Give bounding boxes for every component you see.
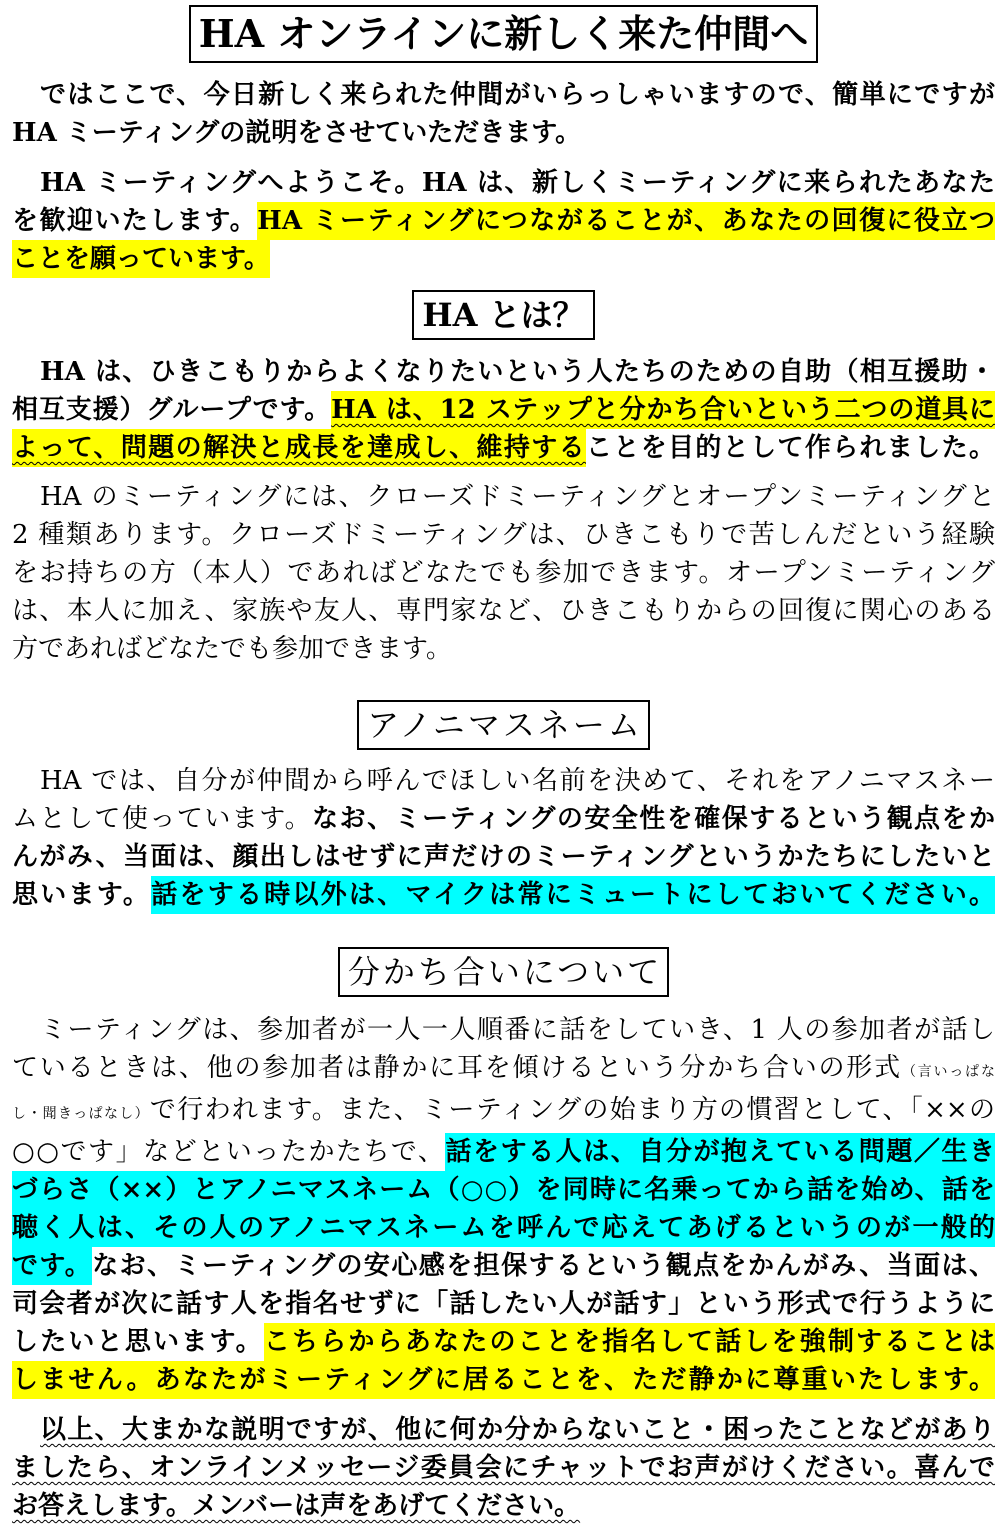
paragraph-line xyxy=(12,353,995,391)
paragraph-line xyxy=(12,1247,995,1285)
paragraph-line xyxy=(12,1209,995,1247)
text-segment: は、本人に加え、家族や友人、専門家など、ひきこもりからの回復に関心のある xyxy=(12,596,995,626)
paragraph-line xyxy=(12,1133,995,1171)
paragraph-line xyxy=(12,1091,995,1133)
text-segment: HA では、自分が仲間から呼んでほしい名前を決めて、それをアノニマスネー xyxy=(40,766,995,796)
paragraph-line xyxy=(12,838,995,876)
underlined-text-segment: お答えします。メンバーは声をあげてください。 xyxy=(12,1491,581,1521)
highlight-yellow: HA ミーティングにつながることが、あなたの回復に役立つ xyxy=(257,202,995,240)
highlight-yellow: ことを願っています。 xyxy=(12,240,270,278)
highlight-cyan: 聴く人は、その人のアノニマスネームを呼んで応えてあげるというのが一般的 xyxy=(12,1209,995,1247)
paragraph-welcome xyxy=(12,164,995,278)
paragraph-line xyxy=(12,164,995,202)
paragraph-line xyxy=(12,1449,995,1487)
text-segment: で行われます。また、ミーティングの始まり方の慣習として、「××の xyxy=(149,1095,996,1125)
text-segment: ことを目的として作られました。 xyxy=(585,433,995,463)
paragraph-line xyxy=(12,800,995,838)
paragraph-line xyxy=(12,1011,995,1049)
text-segment: 方であればどなたでも参加できます。 xyxy=(12,634,452,664)
paragraph-intro xyxy=(12,76,995,152)
paragraph-line xyxy=(12,478,995,516)
paragraph-closing xyxy=(12,1411,995,1525)
text-segment: なお、ミーティングの安全性を確保するという観点をか xyxy=(312,804,996,834)
text-segment: 2 種類あります。クローズドミーティングは、ひきこもりで苦しんだという経験 xyxy=(12,520,995,550)
highlight-yellow: しません。あなたがミーティングに居ることを、ただ静かに尊重いたします。 xyxy=(12,1361,995,1399)
underlined-text-segment: ましたら、オンラインメッセージ委員会にチャットでお声がけください。喜んで xyxy=(12,1453,995,1483)
text-segment: 司会者が次に話す人を指名せずに「話したい人が話す」という形式で行うように xyxy=(12,1289,995,1319)
paragraph-line xyxy=(12,1171,995,1209)
paragraph-line xyxy=(12,592,995,630)
text-segment: 相互支援）グループです。 xyxy=(12,395,332,425)
section-heading-anonymous-name: アノニマスネーム xyxy=(357,700,650,750)
paragraph-line xyxy=(12,1487,995,1525)
paragraph-line xyxy=(12,762,995,800)
text-segment: ているときは、他の参加者は静かに耳を傾けるという分かち合いの形式 xyxy=(12,1053,902,1083)
text-segment: んがみ、当面は、顔出しはせずに声だけのミーティングというかたちにしたいと xyxy=(12,842,995,872)
page-title: HA オンラインに新しく来た仲間へ xyxy=(189,5,818,63)
underlined-text-segment: 以上、大まかな説明ですが、他に何か分からないこと・困ったことなどがあり xyxy=(40,1415,995,1445)
text-segment: をお持ちの方（本人）であればどなたでも参加できます。オープンミーティング xyxy=(12,558,995,588)
text-segment: なお、ミーティングの安心感を担保するという観点をかんがみ、当面は、 xyxy=(92,1251,995,1281)
text-segment: したいと思います。 xyxy=(12,1327,264,1357)
title-container xyxy=(0,5,1007,63)
paragraph-line xyxy=(12,429,995,467)
paragraph-line xyxy=(12,114,995,152)
paragraph-line xyxy=(12,1411,995,1449)
heading-container xyxy=(0,290,1007,340)
text-segment: ミーティングは、参加者が一人一人順番に話をしていき、1 人の参加者が話し xyxy=(40,1015,995,1045)
paragraph-line xyxy=(12,76,995,114)
highlight-cyan: 話をする時以外は、マイクは常にミュートにしておいてください。 xyxy=(151,876,995,914)
paragraph-line xyxy=(12,1323,995,1361)
highlight-yellow: こちらからあなたのことを指名して話しを強制することは xyxy=(264,1323,995,1361)
paragraph-line xyxy=(12,202,995,240)
highlight-cyan: づらさ（××）とアノニマスネーム（○○）を同時に名乗ってから話を始め、話を xyxy=(12,1171,995,1209)
paragraph-line xyxy=(12,554,995,592)
text-segment: を歓迎いたします。 xyxy=(12,206,258,236)
paragraph-meeting-types xyxy=(12,478,995,668)
text-segment: ではここで、今日新しく来られた仲間がいらっしゃいますので、簡単にですが xyxy=(40,80,995,110)
paragraph-sharing xyxy=(12,1011,995,1399)
highlight-cyan: 話をする人は、自分が抱えている問題／生き xyxy=(445,1133,995,1171)
text-segment: 思います。 xyxy=(12,880,152,910)
small-text-segment: （言いっぱな xyxy=(901,1064,995,1080)
paragraph-line xyxy=(12,240,995,278)
text-segment: ムとして使っています。 xyxy=(12,804,313,834)
paragraph-line xyxy=(12,630,995,668)
section-heading-about-ha: HA とは？ xyxy=(412,290,594,340)
text-segment: HA ミーティングへようこそ。HA は、新しくミーティングに来られたあなた xyxy=(40,168,995,198)
highlight-yellow-underlined: HA は、12 ステップと分かち合いという二つの道具に xyxy=(331,391,995,429)
small-text-segment: し・聞きっぱなし） xyxy=(12,1106,150,1122)
paragraph-line xyxy=(12,876,995,914)
paragraph-line xyxy=(12,1049,995,1091)
section-heading-sharing: 分かち合いについて xyxy=(338,947,669,997)
paragraph-about-ha xyxy=(12,353,995,467)
highlight-cyan: です。 xyxy=(12,1247,92,1285)
text-segment: HA は、ひきこもりからよくなりたいという人たちのための自助（相互援助・ xyxy=(40,357,995,387)
highlight-yellow-underlined: よって、問題の解決と成長を達成し、維持する xyxy=(12,429,586,467)
paragraph-anonymous-name xyxy=(12,762,995,914)
text-segment: HA のミーティングには、クローズドミーティングとオープンミーティングと xyxy=(40,482,995,512)
paragraph-line xyxy=(12,516,995,554)
paragraph-line xyxy=(12,1285,995,1323)
text-segment: ○○です」などといったかたちで、 xyxy=(12,1137,446,1167)
paragraph-line xyxy=(12,391,995,429)
paragraph-line xyxy=(12,1361,995,1399)
heading-container xyxy=(0,947,1007,997)
heading-container xyxy=(0,700,1007,750)
text-segment: HA ミーティングの説明をさせていただきます。 xyxy=(12,118,582,148)
